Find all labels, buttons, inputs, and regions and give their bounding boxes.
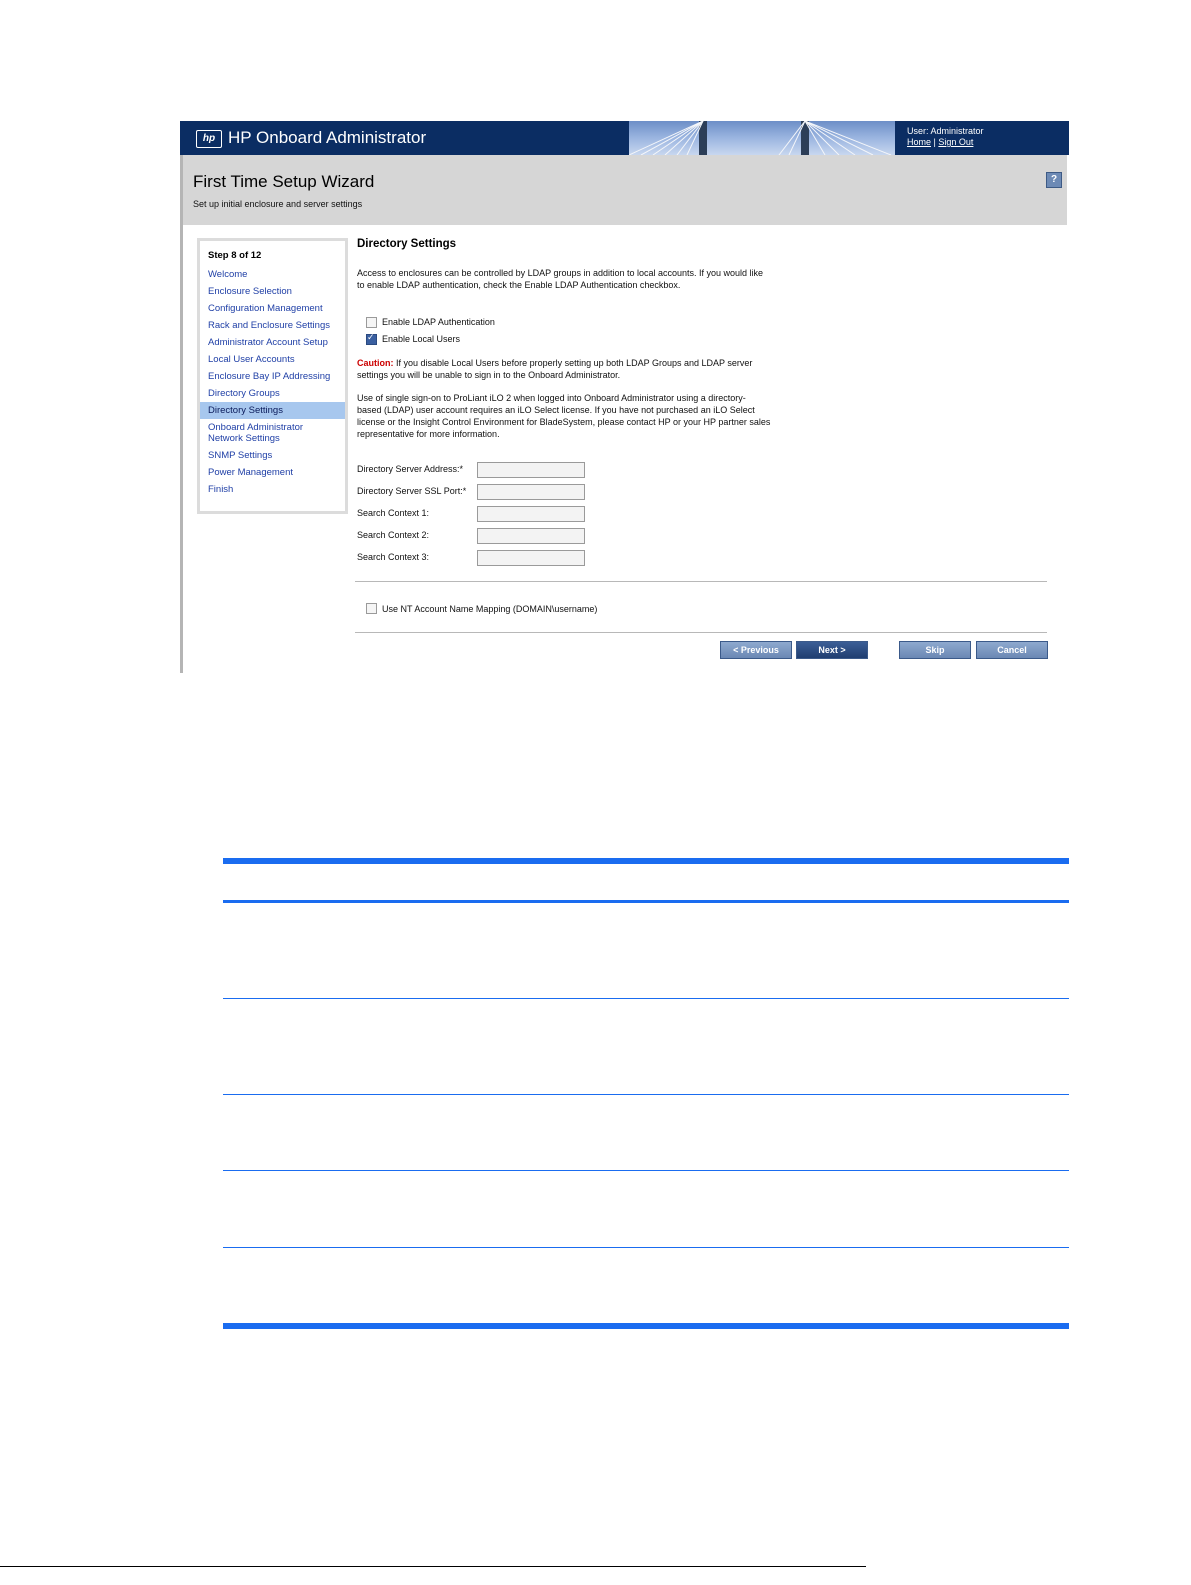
enable-ldap-label: Enable LDAP Authentication	[382, 317, 495, 327]
sso-line: license or the Insight Control Environment for BladeSystem, please contact HP or your HP partner sales	[357, 417, 771, 427]
previous-button[interactable]: < Previous	[720, 641, 792, 659]
field-label: Search Context 1:	[357, 508, 430, 518]
nt-mapping-checkbox[interactable]	[366, 603, 377, 614]
help-icon[interactable]: ?	[1046, 172, 1062, 188]
wizard-header	[183, 155, 1067, 225]
app-title: HP Onboard Administrator	[228, 128, 427, 147]
skip-button[interactable]: Skip	[899, 641, 971, 659]
caution-line: If you disable Local Users before properly setting up both LDAP Groups and LDAP server	[393, 358, 753, 368]
user-box	[907, 126, 984, 148]
step-item[interactable]: Configuration Management	[208, 303, 323, 314]
wizard-title: First Time Setup Wizard	[193, 172, 375, 191]
field-input[interactable]	[477, 484, 585, 500]
step-item[interactable]: Enclosure Selection	[208, 286, 292, 297]
divider	[355, 581, 1047, 582]
step-item[interactable]: Finish	[208, 484, 234, 495]
sso-line: Use of single sign-on to ProLiant iLO 2 when logged into Onboard Administrator using a directory-	[357, 393, 746, 403]
hp-logo-icon: hp	[196, 130, 222, 148]
wizard-subtitle: Set up initial enclosure and server settings	[193, 199, 363, 209]
step-counter: Step 8 of 12	[208, 250, 262, 261]
field-label: Search Context 3:	[357, 552, 430, 562]
step-navigation	[197, 238, 348, 514]
enable-ldap-checkbox[interactable]	[366, 317, 377, 328]
field-input[interactable]	[477, 528, 585, 544]
step-list	[200, 266, 345, 498]
field-label: Directory Server SSL Port:*	[357, 486, 467, 496]
step-item[interactable]: Administrator Account Setup	[208, 337, 328, 348]
step-item[interactable]: Directory Settings	[200, 402, 345, 419]
step-item[interactable]: SNMP Settings	[208, 450, 273, 461]
caution-line: settings you will be unable to sign in to the Onboard Administrator.	[357, 370, 621, 380]
masthead	[180, 121, 1069, 155]
step-item[interactable]: Rack and Enclosure Settings	[208, 320, 330, 331]
cancel-button[interactable]: Cancel	[976, 641, 1048, 659]
table-row-divider	[223, 1094, 1069, 1095]
oa-screenshot	[180, 121, 1069, 673]
link-separator: |	[933, 137, 936, 147]
intro-text	[357, 267, 787, 291]
intro-line: Access to enclosures can be controlled by LDAP groups in addition to local accounts. If you would like	[357, 268, 764, 278]
sign-out-link[interactable]: Sign Out	[938, 137, 974, 147]
bridge-banner-image	[629, 121, 895, 155]
nt-mapping-label: Use NT Account Name Mapping (DOMAIN\username)	[382, 604, 598, 614]
sso-line: representative for more information.	[357, 429, 500, 439]
table-row-divider	[223, 998, 1069, 999]
step-item[interactable]: Power Management	[208, 467, 294, 478]
step-item[interactable]: Welcome	[208, 269, 248, 280]
caution-text	[357, 357, 787, 381]
divider	[355, 632, 1047, 633]
step-item[interactable]: Local User Accounts	[208, 354, 295, 365]
page-footer-rule	[0, 1566, 866, 1567]
user-line: User: Administrator	[907, 126, 984, 136]
next-button[interactable]: Next >	[796, 641, 868, 659]
field-input[interactable]	[477, 550, 585, 566]
section-title: Directory Settings	[357, 238, 457, 250]
step-item[interactable]: Enclosure Bay IP Addressing	[208, 371, 331, 382]
field-label: Directory Server Address:*	[357, 464, 464, 474]
sso-line: based (LDAP) user account requires an iLO Select license. If you have not purchased an iLO Select	[357, 405, 755, 415]
field-label: Search Context 2:	[357, 530, 430, 540]
field-input[interactable]	[477, 506, 585, 522]
table-header-rule	[223, 900, 1069, 903]
sso-text	[357, 392, 787, 440]
field-input[interactable]	[477, 462, 585, 478]
table-row-divider	[223, 1170, 1069, 1171]
step-item[interactable]: Directory Groups	[208, 388, 280, 399]
home-link[interactable]: Home	[907, 137, 932, 147]
caution-label: Caution:	[357, 358, 394, 368]
table-top-rule	[223, 858, 1069, 864]
step-item[interactable]: Onboard Administrator Network Settings	[208, 422, 304, 444]
table-row-divider	[223, 1247, 1069, 1248]
enable-local-users-label: Enable Local Users	[382, 334, 461, 344]
intro-line: to enable LDAP authentication, check the Enable LDAP Authentication checkbox.	[357, 280, 681, 290]
enable-local-users-checkbox[interactable]	[366, 334, 377, 345]
table-bottom-rule	[223, 1323, 1069, 1329]
